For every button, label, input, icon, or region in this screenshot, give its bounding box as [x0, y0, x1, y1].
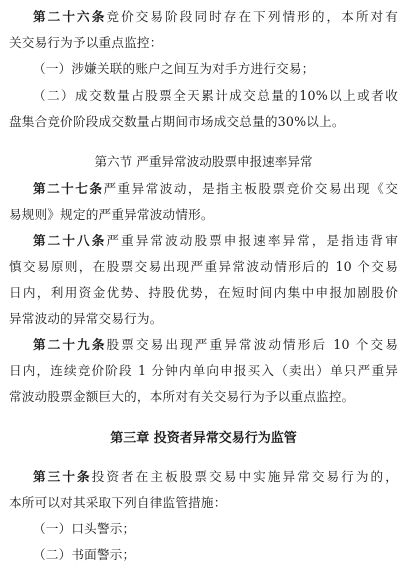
article-26-item-2-text-1: （二）成交数量占股票全天累计成交总量的10%以上或者收 [33, 88, 398, 103]
article-28-line-3: 日内，利用资金优势、持股优势，在短时间内集中申报加剧股价 [9, 285, 398, 300]
article-28-label: 第二十八条 [33, 233, 107, 248]
article-26-text-1: 竞价交易阶段同时存在下列情形的，本所对有 [106, 9, 399, 24]
article-26-item-2-line-2: 盘集合竞价阶段成交数量占期间市场成交总量的30%以上。 [9, 114, 345, 129]
article-28-line-2: 慎交易原则，在股票交易出现严重异常波动情形后的 10 个交易 [9, 259, 398, 274]
article-26-first-line [9, 9, 398, 25]
article-30-line-2: 本所可以对其采取下列自律监管措施： [9, 495, 227, 510]
chapter-3-heading: 第三章 投资者异常交易行为监管 [110, 431, 297, 446]
article-30-item-1: （一）口头警示； [33, 521, 136, 536]
section-6-heading: 第六节 严重异常波动股票申报速率异常 [94, 154, 313, 169]
article-30-first-line [9, 469, 398, 485]
article-29-first-line [9, 337, 398, 353]
article-28-first-line [9, 233, 398, 249]
article-26-label: 第二十六条 [33, 9, 107, 24]
article-29-line-2: 日内，连续竞价阶段 1 分钟内单向申报买入（卖出）单只严重异 [9, 363, 398, 378]
article-26-item-1: （一）涉嫌关联的账户之间互为对手方进行交易； [33, 61, 315, 76]
article-27-text-1: 严重异常波动，是指主板股票竞价交易出现《交 [103, 181, 399, 196]
article-30-text-1: 投资者在主板股票交易中实施异常交易行为的， [91, 469, 398, 484]
article-26-item-2-line-1 [9, 88, 398, 104]
article-27-label: 第二十七条 [33, 181, 104, 196]
article-30-item-2: （二）书面警示； [33, 547, 136, 562]
article-29-label: 第二十九条 [33, 337, 107, 352]
article-29-text-1: 股票交易出现严重异常波动情形后 10 个交易 [106, 337, 399, 352]
article-29-line-3: 常波动股票金额巨大的，本所对有关交易行为予以重点监控。 [9, 389, 355, 404]
article-26-line-2: 关交易行为予以重点监控： [9, 35, 163, 50]
article-27-line-2: 易规则》规定的严重异常波动情形。 [9, 207, 214, 222]
article-28-line-4: 异常波动的异常交易行为。 [9, 311, 163, 326]
article-28-text-1: 严重异常波动股票申报速率异常，是指违背审 [106, 233, 399, 248]
article-30-label: 第三十条 [33, 469, 92, 484]
article-27-first-line [9, 181, 398, 197]
